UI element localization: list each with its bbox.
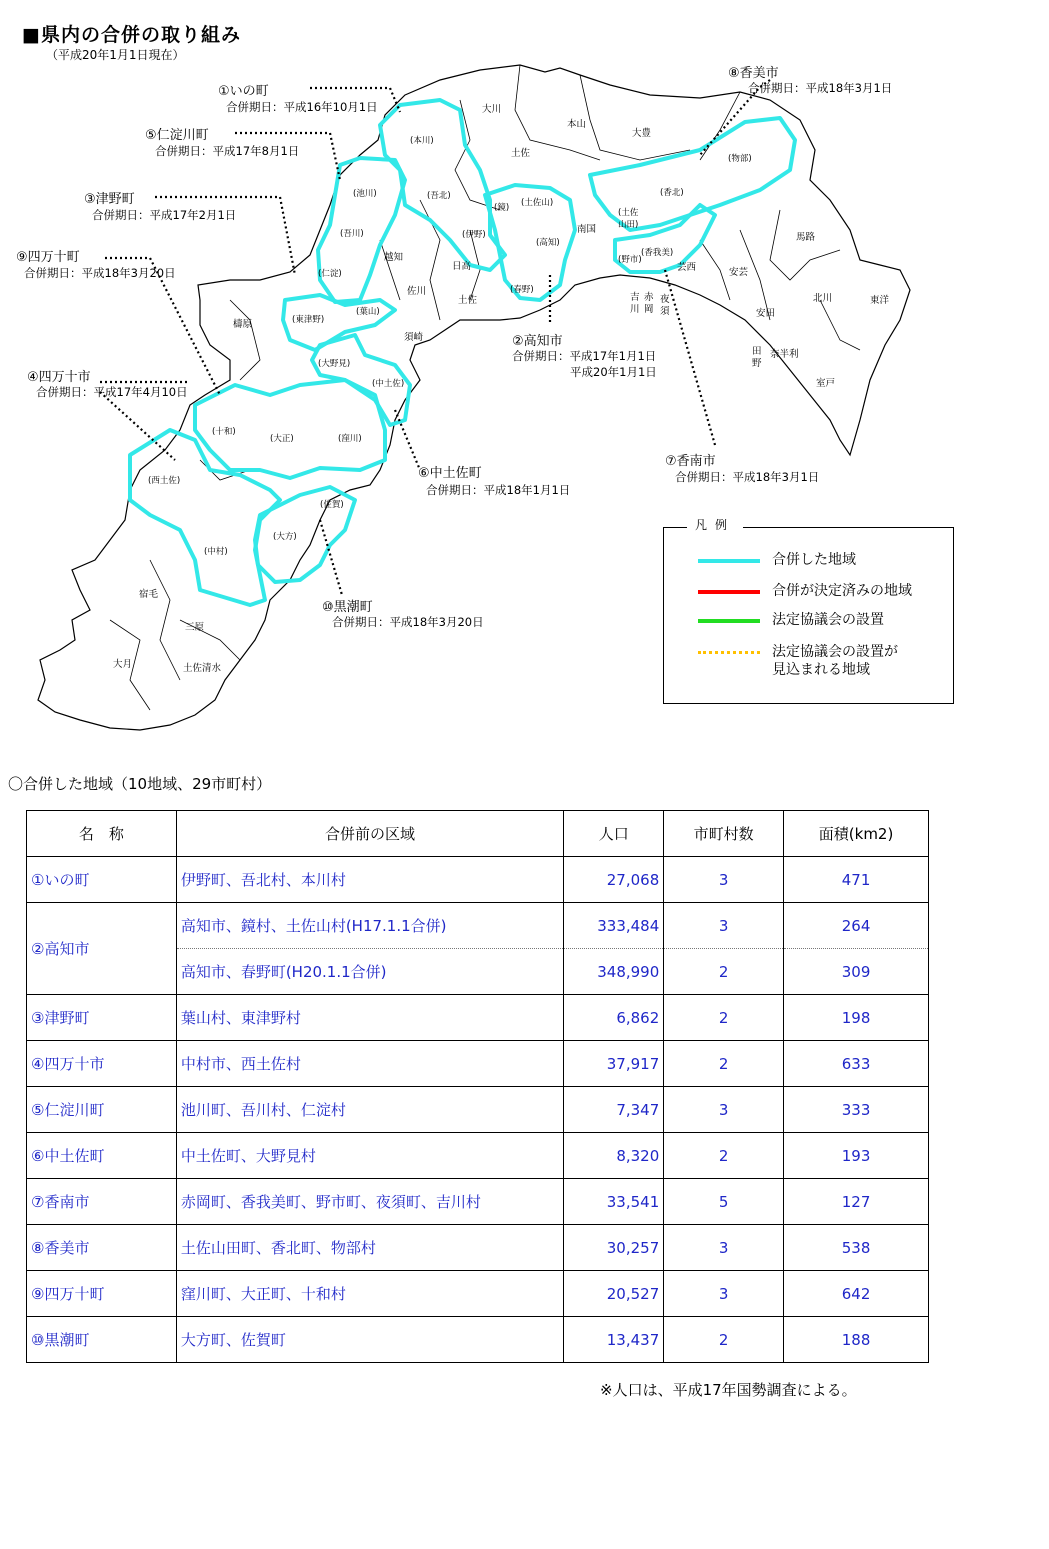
cell-area: 333	[784, 1087, 929, 1133]
table-header-row	[27, 811, 929, 857]
muni-label: (香我美)	[641, 248, 674, 258]
muni-label: 三原	[185, 622, 205, 633]
cell-area: 538	[784, 1225, 929, 1271]
muni-label: (土佐山)	[521, 198, 554, 208]
callout-kuroshio-date: 合併期日：平成18年3月20日	[332, 615, 484, 629]
muni-label: 土佐	[458, 295, 478, 306]
legend-swatch-cyan	[698, 559, 760, 563]
muni-label: 越知	[384, 252, 404, 263]
section-heading: 〇合併した地域（10地域、29市町村）	[8, 775, 272, 793]
muni-label: (大方)	[273, 532, 297, 542]
cell-area: 642	[784, 1271, 929, 1317]
muni-label: 吉川	[630, 292, 640, 315]
cell-count: 2	[664, 1133, 784, 1179]
cell-name: ①いの町	[27, 857, 177, 903]
legend-item-decided	[664, 580, 953, 604]
muni-label: (西土佐)	[148, 476, 181, 486]
cell-area-before: 高知市、鏡村、土佐山村(H17.1.1合併)	[176, 903, 564, 949]
cell-area: 633	[784, 1041, 929, 1087]
cell-population: 8,320	[564, 1133, 664, 1179]
table-row	[27, 1225, 929, 1271]
muni-label: (春野)	[510, 285, 534, 295]
muni-label: (鏡)	[494, 203, 510, 213]
muni-label: 檮原	[233, 319, 253, 330]
muni-label: 土佐清水	[183, 663, 222, 674]
cell-area-before: 土佐山田町、香北町、物部村	[176, 1225, 564, 1271]
table-row	[27, 903, 929, 949]
cell-count: 3	[664, 857, 784, 903]
table-row	[27, 1133, 929, 1179]
cell-area-before: 高知市、春野町(H20.1.1合併)	[176, 949, 564, 995]
cell-area-before: 葉山村、東津野村	[176, 995, 564, 1041]
muni-label: 安芸	[729, 267, 749, 278]
cell-area-before: 池川町、吾川村、仁淀村	[176, 1087, 564, 1133]
cell-name: ④四万十市	[27, 1041, 177, 1087]
cell-name: ⑦香南市	[27, 1179, 177, 1225]
cell-area-before: 中土佐町、大野見村	[176, 1133, 564, 1179]
legend-swatch-orange-dotted	[698, 651, 760, 654]
table-row	[27, 857, 929, 903]
muni-label: 大川	[482, 104, 502, 115]
table-row	[27, 1087, 929, 1133]
header-area: 面積(km2)	[784, 811, 929, 857]
cell-area-before: 大方町、佐賀町	[176, 1317, 564, 1363]
callout-nakatosa-name: ⑥中土佐町	[418, 466, 482, 481]
callout-kuroshio-name: ⑩黒潮町	[322, 600, 373, 615]
muni-label: (土佐山田)	[618, 208, 639, 230]
legend-swatch-green	[698, 619, 760, 623]
table-row	[27, 995, 929, 1041]
callout-konan-date: 合併期日：平成18年3月1日	[675, 470, 820, 484]
cell-area-before: 窪川町、大正町、十和村	[176, 1271, 564, 1317]
muni-label: 東洋	[870, 295, 890, 306]
cell-name: ⑤仁淀川町	[27, 1087, 177, 1133]
cell-population: 30,257	[564, 1225, 664, 1271]
legend-item-council	[664, 609, 953, 633]
muni-label: 田野	[752, 346, 762, 369]
header-count: 市町村数	[664, 811, 784, 857]
table-row	[27, 1317, 929, 1363]
callout-shimanto-cho-date: 合併期日：平成18年3月20日	[24, 266, 176, 280]
cell-area-before: 中村市、西土佐村	[176, 1041, 564, 1087]
callout-niyodogawa-date: 合併期日：平成17年8月1日	[155, 144, 300, 158]
muni-label: 須崎	[404, 332, 424, 343]
cell-name: ⑨四万十町	[27, 1271, 177, 1317]
page-title: ■県内の合併の取り組み	[22, 24, 241, 46]
callout-konan-name: ⑦香南市	[665, 454, 716, 469]
muni-label: (窪川)	[338, 434, 362, 444]
callout-shimanto-shi-date: 合併期日：平成17年4月10日	[36, 385, 188, 399]
table-row	[27, 1179, 929, 1225]
cell-area-before: 伊野町、吾北村、本川村	[176, 857, 564, 903]
cell-count: 2	[664, 1041, 784, 1087]
footnote: ※人口は、平成17年国勢調査による。	[600, 1381, 857, 1399]
muni-label: 赤岡	[644, 292, 654, 315]
legend-item-expected	[664, 641, 953, 681]
cell-area: 309	[784, 949, 929, 995]
table-row	[27, 1041, 929, 1087]
cell-population: 33,541	[564, 1179, 664, 1225]
cell-count: 3	[664, 1225, 784, 1271]
cell-name: ③津野町	[27, 995, 177, 1041]
muni-label: (香北)	[660, 188, 684, 198]
legend-label: 法定協議会の設置が 見込まれる地域	[772, 644, 898, 678]
muni-label: (中村)	[204, 547, 228, 557]
merger-table	[26, 810, 929, 1363]
muni-label: 佐川	[407, 286, 427, 297]
cell-count: 5	[664, 1179, 784, 1225]
cell-population: 13,437	[564, 1317, 664, 1363]
cell-population: 37,917	[564, 1041, 664, 1087]
cell-name: ⑥中土佐町	[27, 1133, 177, 1179]
muni-label: 宿毛	[139, 589, 159, 600]
muni-label: (中土佐)	[372, 379, 405, 389]
legend-title: 凡例	[687, 516, 743, 533]
cell-population: 7,347	[564, 1087, 664, 1133]
muni-label: 日高	[452, 261, 472, 272]
cell-area: 471	[784, 857, 929, 903]
cell-count: 3	[664, 1271, 784, 1317]
callout-shimanto-cho-name: ⑨四万十町	[16, 250, 80, 265]
callout-ino-date: 合併期日：平成16年10月1日	[226, 100, 378, 114]
muni-label: 夜須	[660, 294, 670, 317]
header-population: 人口	[564, 811, 664, 857]
legend-label: 合併した地域	[772, 552, 856, 568]
header-area-before: 合併前の区域	[176, 811, 564, 857]
cell-area: 198	[784, 995, 929, 1041]
cell-area: 127	[784, 1179, 929, 1225]
callout-kochi-date2: 平成20年1月1日	[570, 365, 657, 379]
cell-population: 20,527	[564, 1271, 664, 1317]
muni-label: 室戸	[816, 378, 836, 389]
cell-population: 27,068	[564, 857, 664, 903]
callout-shimanto-shi-name: ④四万十市	[27, 370, 91, 385]
muni-label: (本川)	[410, 136, 434, 146]
legend-label: 法定協議会の設置	[772, 612, 884, 628]
callout-kami-date: 合併期日：平成18年3月1日	[748, 81, 893, 95]
legend-label: 合併が決定済みの地域	[772, 583, 912, 599]
cell-name: ②高知市	[27, 903, 177, 995]
legend-swatch-red	[698, 590, 760, 594]
cell-population: 348,990	[564, 949, 664, 995]
muni-label: (東津野)	[292, 315, 325, 325]
cell-count: 3	[664, 903, 784, 949]
muni-label: 本山	[567, 119, 587, 130]
muni-label: (伊野)	[462, 230, 486, 240]
muni-label: 安田	[756, 308, 776, 319]
table-row	[27, 1271, 929, 1317]
cell-name: ⑩黒潮町	[27, 1317, 177, 1363]
muni-label: 大月	[113, 659, 133, 670]
cell-count: 2	[664, 1317, 784, 1363]
header-name: 名 称	[27, 811, 177, 857]
muni-label: (仁淀)	[318, 269, 342, 279]
callout-nakatosa-date: 合併期日：平成18年1月1日	[426, 483, 571, 497]
muni-label: (野市)	[618, 255, 642, 265]
cell-count: 2	[664, 995, 784, 1041]
callout-ino-name: ①いの町	[218, 84, 269, 99]
muni-label: 北川	[813, 293, 833, 304]
callout-tsuno-date: 合併期日：平成17年2月1日	[92, 208, 237, 222]
muni-label: (大野見)	[318, 359, 351, 369]
cell-area-before: 赤岡町、香我美町、野市町、夜須町、吉川村	[176, 1179, 564, 1225]
muni-label: 大豊	[632, 128, 652, 139]
muni-label: 芸西	[677, 262, 697, 273]
muni-label: 南国	[577, 224, 597, 235]
muni-label: (吾川)	[340, 229, 364, 239]
callout-kochi-name: ②高知市	[512, 334, 563, 349]
muni-label: (十和)	[212, 427, 236, 437]
callout-kochi-date: 合併期日：平成17年1月1日	[512, 349, 657, 363]
cell-area: 188	[784, 1317, 929, 1363]
muni-label: (高知)	[536, 238, 560, 248]
muni-label: (池川)	[353, 189, 377, 199]
cell-population: 333,484	[564, 903, 664, 949]
callout-kami-name: ⑧香美市	[728, 66, 779, 81]
callout-niyodogawa-name: ⑤仁淀川町	[145, 128, 209, 143]
map-legend	[663, 527, 954, 704]
muni-label: (大正)	[270, 434, 294, 444]
muni-label: (佐賀)	[320, 500, 344, 510]
muni-label: 土佐	[511, 148, 531, 159]
cell-population: 6,862	[564, 995, 664, 1041]
muni-label: (物部)	[728, 154, 752, 164]
cell-area: 193	[784, 1133, 929, 1179]
cell-name: ⑧香美市	[27, 1225, 177, 1271]
muni-label: (吾北)	[427, 191, 451, 201]
cell-count: 3	[664, 1087, 784, 1133]
cell-count: 2	[664, 949, 784, 995]
muni-label: 馬路	[796, 232, 816, 243]
muni-label: (葉山)	[356, 307, 380, 317]
as-of-date: （平成20年1月1日現在）	[46, 48, 185, 62]
cell-area: 264	[784, 903, 929, 949]
legend-item-merged	[664, 549, 953, 573]
muni-label: 奈半利	[770, 349, 799, 360]
callout-tsuno-name: ③津野町	[84, 192, 135, 207]
